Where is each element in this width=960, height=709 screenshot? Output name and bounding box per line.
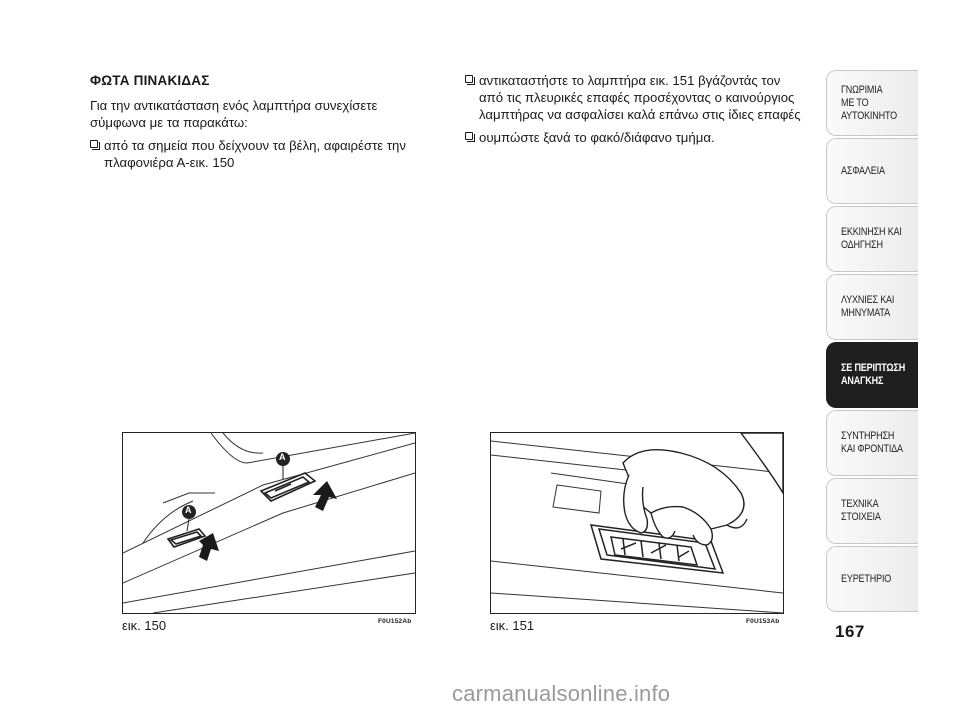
figure-code: F0U152Ab [378, 618, 412, 625]
section-heading: ΦΩΤΑ ΠΙΝΑΚΙΔΑΣ [90, 73, 210, 88]
bullet-item [90, 137, 425, 171]
page-number: 167 [835, 622, 865, 641]
checkbox-bullet-icon [465, 75, 473, 83]
bullet-item [465, 72, 805, 123]
chapter-tab-getting-to-know[interactable]: ΓΝΩΡΙΜΙΑ ΜΕ ΤΟ ΑΥΤΟΚΙΝΗΤΟ [826, 70, 918, 136]
bullet-text: από τα σημεία που δείχνουν τα βέλη, αφαιρέστε την πλαφονιέρα Α-εικ. 150 [104, 138, 406, 170]
chapter-tab-maintenance[interactable]: ΣΥΝΤΗΡΗΣΗ ΚΑΙ ΦΡΟΝΤΙΔΑ [826, 410, 918, 476]
plate-light-illustration [123, 433, 415, 613]
figure-code: F0U153Ab [746, 618, 780, 625]
chapter-tab-index[interactable]: ΕΥΡΕΤΗΡΙΟ [826, 546, 918, 612]
figure-caption: εικ. 150 [122, 618, 167, 633]
figure-151-bulb-replacement [490, 432, 784, 614]
chapter-tab-strip [826, 70, 918, 614]
figure-caption: εικ. 151 [490, 618, 535, 633]
chapter-tab-safety[interactable]: ΑΣΦΑΛΕΙΑ [826, 138, 918, 204]
chapter-tab-emergency[interactable]: ΣΕ ΠΕΡΙΠΤΩΣΗ ΑΝΑΓΚΗΣ [826, 342, 918, 408]
intro-paragraph: Για την αντικατάσταση ενός λαμπτήρα συνεχίσετε σύμφωνα με τα παρακάτω: [90, 98, 378, 130]
figure-150-plate-light-removal [122, 432, 416, 614]
bullet-text: αντικαταστήστε το λαμπτήρα εικ. 151 βγάζοντάς τον από τις πλευρικές επαφές προσέχοντας ο καινούργιος λαμπτήρας να ασφαλίσει καλά επάνω στις ίδιες επαφές [479, 73, 801, 122]
bullet-item [465, 129, 805, 146]
chapter-tab-starting-driving[interactable]: ΕΚΚΙΝΗΣΗ ΚΑΙ ΟΔΗΓΗΣΗ [826, 206, 918, 272]
checkbox-bullet-icon [90, 140, 98, 148]
callout-label: A [185, 505, 192, 515]
right-text-column [465, 72, 805, 152]
chapter-tab-lights-messages[interactable]: ΛΥΧΝΙΕΣ ΚΑΙ ΜΗΝΥΜΑΤΑ [826, 274, 918, 340]
watermark-text: carmanualsonline.info [452, 681, 671, 706]
chapter-tab-technical-data[interactable]: ΤΕΧΝΙΚΑ ΣΤΟΙΧΕΙΑ [826, 478, 918, 544]
callout-label: A [279, 452, 286, 462]
bulb-replacement-illustration [491, 433, 783, 613]
checkbox-bullet-icon [465, 132, 473, 140]
bullet-text: ουμπώστε ξανά το φακό/διάφανο τμήμα. [479, 130, 715, 145]
left-text-column [90, 72, 425, 177]
